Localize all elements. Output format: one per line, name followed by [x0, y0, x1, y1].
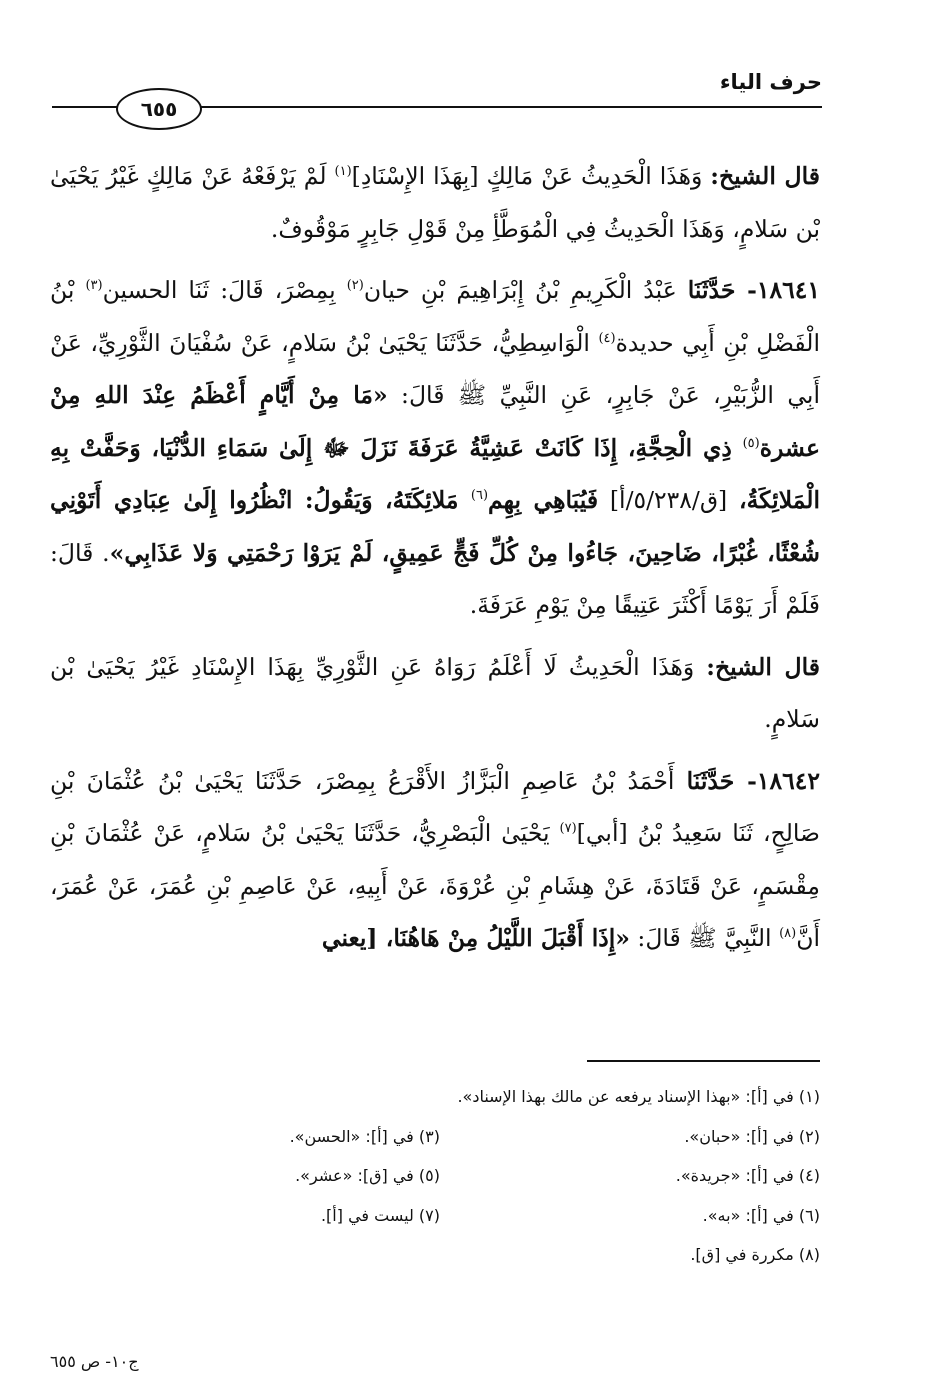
- volume-page-code: ج١٠- ص ٦٥٥: [50, 1352, 139, 1371]
- matn-text: فَيُبَاهِي بِهِم: [488, 486, 599, 514]
- manuscript-reference: [ق/٥/٢٣٨/أ]: [598, 486, 739, 514]
- matn-text: ذِي الْحِجَّةِ، إِذَا كَانَتْ عَشِيَّةُ عَرَفَةَ نَزَلَ ﷻ إِلَىٰ سَمَاءِ الدُّنْيَا، وَحَفَّتْ بِهِ الْمَلائِكَةُ،: [50, 433, 820, 514]
- footnote-row: [50, 1235, 820, 1275]
- paragraph-lead: قال الشيخ:: [706, 652, 821, 681]
- matn-text: مَلائِكَتَهُ، وَيَقُولُ: انْظُرُوا إِلَىٰ عِبَادِي أَتَوْنِي شُعْثًا، غُبْرًا، ضَاحِينَ، جَاءُوا مِنْ كُلِّ فَجٍّ عَمِيقٍ، لَمْ يَرَوْا رَحْمَتِي وَلا عَذَابِي»: [50, 486, 820, 567]
- footnote-7: (٧) ليست في [أ].: [320, 1205, 440, 1225]
- footnote-3: (٣) في [أ]: «الحسن».: [289, 1126, 440, 1146]
- matn-text: «إِذَا أَقْبَلَ اللَّيْلُ مِنْ هَاهُنَا، [يعني: [321, 924, 630, 952]
- hadith-number: ١٨٦٤٢-: [734, 766, 820, 795]
- isnad-text: الْوَاسِطِيُّ، حَدَّثَنَا يَحْيَىٰ بْنُ سَلامٍ، عَنْ سُفْيَانَ الثَّوْرِيِّ، عَنْ أَبِي الزُّبَيْرِ، عَنْ جَابِرٍ، عَنِ النَّبِيِّ ﷺ قَالَ:: [50, 328, 820, 409]
- footnotes: [50, 1077, 820, 1275]
- footnote-ref-4: (٤): [598, 330, 616, 346]
- paragraph-text: وَهَذَا الْحَدِيثُ لَا أَعْلَمُ رَوَاهُ عَنِ الثَّوْرِيِّ بِهَذَا الإِسْنَادِ غَيْرُ يَحْيَىٰ بْن سَلامٍ.: [50, 652, 820, 733]
- footnote-row: [50, 1156, 820, 1196]
- hadith-18641: [50, 264, 820, 632]
- hadith-lead: حَدَّثَنَا: [687, 276, 736, 304]
- hadith-number: ١٨٦٤١-: [735, 276, 821, 304]
- hadith-18642: [50, 755, 820, 965]
- isnad-text: أَحْمَدُ بْنُ عَاصِمِ الْبَزَّازُ الأَقْرَعُ بِمِصْرَ، حَدَّثَنَا يَحْيَىٰ بْنُ عُثْمَانَ بْنِ صَالِحٍ، ثَنَا سَعِيدُ بْنُ [أبي]: [50, 766, 821, 847]
- isnad-text: بْنُ الْفَضْلِ بْنِ أَبِي حديدة: [50, 276, 820, 357]
- footnote-1: (١) في [أ]: «بهذا الإسناد يرفعه عن مالك بهذا الإسناد».: [457, 1087, 820, 1106]
- footnote-ref-2: (٢): [346, 278, 364, 294]
- page-number: ٦٥٥: [116, 88, 202, 130]
- paragraph-shaykh-note-1: [50, 150, 820, 255]
- footnote-ref-1: (١): [334, 164, 352, 180]
- paragraph-text: لَمْ يَرْفَعْهُ عَنْ مَالِكٍ غَيْرُ يَحْيَىٰ بْن سَلامٍ، وَهَذَا الْحَدِيثُ فِي الْمُوَطَّأِ مِنْ قَوْلِ جَابِرٍ مَوْقُوفٌ.: [50, 162, 820, 243]
- isnad-text: النَّبِيَّ ﷺ قَالَ:: [629, 924, 780, 952]
- main-text: [50, 150, 820, 974]
- footnote-4: (٤) في [أ]: «جريدة».: [675, 1166, 820, 1185]
- footnote-row: [50, 1196, 820, 1236]
- isnad-text: عَبْدُ الْكَرِيمِ بْنُ إِبْرَاهِيمَ بْنِ حيان: [363, 276, 688, 304]
- hadith-lead: حَدَّثَنَا: [686, 766, 735, 795]
- footnote-ref-8: (٨): [779, 926, 797, 942]
- paragraph-text: وَهَذَا الْحَدِيثُ عَنْ مَالِكٍ [بِهَذَا الإِسْنَادِ]: [351, 162, 711, 190]
- running-header-title: حرف الياء: [719, 70, 822, 94]
- isnad-text: يَحْيَىٰ الْبَصْرِيُّ، حَدَّثَنَا يَحْيَىٰ بْنُ سَلامٍ، عَنْ عُثْمَانَ بْنِ مِقْسَمٍ، عَنْ قَتَادَةَ، عَنْ هِشَامِ بْنِ عُرْوَةَ، عَنْ أَبِيهِ، عَنْ عَاصِمِ بْنِ عُمَرَ، عَنْ عُمَرَ، أَنَّ: [50, 819, 820, 952]
- footnote-2: (٢) في [أ]: «حبان».: [684, 1126, 820, 1146]
- paragraph-shaykh-note-2: [50, 641, 820, 746]
- footnote-ref-3: (٣): [85, 278, 103, 294]
- footnote-5: (٥) في [ق]: «عشر».: [295, 1166, 440, 1185]
- footnote-8: (٨) مكررة في [ق].: [690, 1245, 820, 1264]
- footnote-ref-6: (٦): [470, 488, 489, 504]
- footnote-ref-7: (٧): [559, 821, 577, 837]
- paragraph-text: . قَالَ: فَلَمْ أَرَ يَوْمًا أَكْثَرَ عَتِيقًا مِنْ يَوْمِ عَرَفَةَ.: [50, 538, 820, 619]
- matn-text: «مَا مِنْ أَيَّامٍ أَعْظَمُ عِنْدَ اللهِ مِنْ عشرة: [50, 381, 820, 462]
- footnote-row: [50, 1117, 820, 1157]
- footnote-6: (٦) في [أ]: «به».: [702, 1205, 820, 1225]
- paragraph-lead: قال الشيخ:: [710, 162, 820, 190]
- footnote-rule: [587, 1060, 820, 1062]
- isnad-text: بِمِصْرَ، قَالَ: ثَنَا الحسين: [102, 276, 347, 304]
- footnote-row: [50, 1077, 820, 1117]
- footnote-ref-5: (٥): [742, 435, 760, 451]
